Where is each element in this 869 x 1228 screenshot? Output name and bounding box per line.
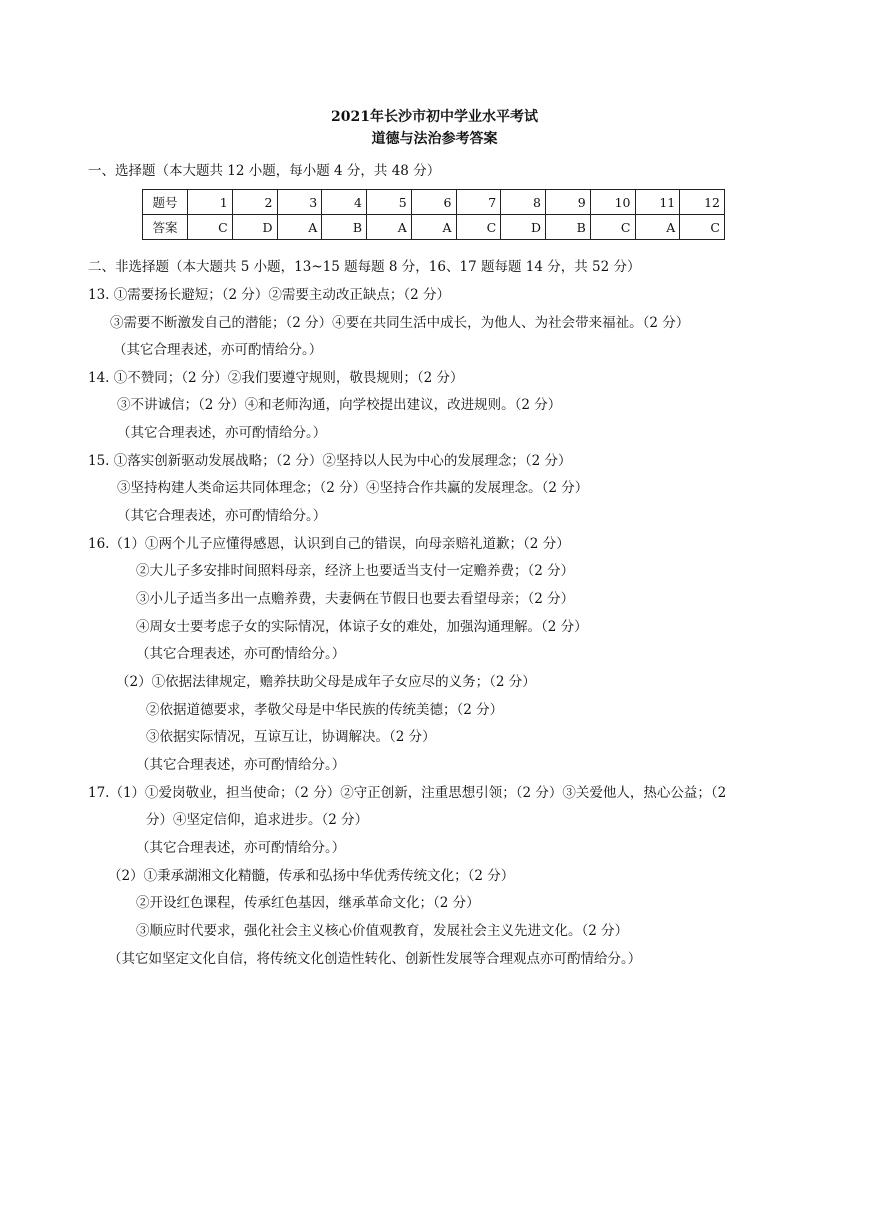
- answer-17-1-line-1: 17.（1）①爱岗敬业，担当使命；（2 分）②守正创新，注重思想引领；（2 分）③关爱他人，热心公益；（2: [88, 785, 727, 801]
- answer-key-title: 道德与法治参考答案: [371, 131, 498, 147]
- answer-cell: A: [277, 215, 322, 240]
- answer-16-2-line-2: ②依据道德要求，孝敬父母是中华民族的传统美德；（2 分）: [146, 702, 504, 718]
- answer-14-line-1: 14. ①不赞同；（2 分）②我们要遵守规则，敬畏规则；（2 分）: [88, 370, 464, 386]
- answer-13-note: （其它合理表述，亦可酌情给分。）: [113, 342, 323, 358]
- question-number-cell: 1: [188, 190, 233, 215]
- choice-answer-table: [142, 189, 725, 240]
- answer-cell: C: [680, 215, 725, 240]
- answer-15-note: （其它合理表述，亦可酌情给分。）: [117, 508, 327, 524]
- question-number-cell: 3: [277, 190, 322, 215]
- question-number-cell: 7: [456, 190, 501, 215]
- question-number-cell: 11: [635, 190, 680, 215]
- answer-17-1-line-2: 分）④坚定信仰，追求进步。（2 分）: [146, 812, 369, 828]
- answer-cell: C: [188, 215, 233, 240]
- question-number-cell: 6: [411, 190, 456, 215]
- answer-cell: B: [322, 215, 367, 240]
- answer-cell: A: [411, 215, 456, 240]
- answer-cell: B: [546, 215, 591, 240]
- answer-14-note: （其它合理表述，亦可酌情给分。）: [117, 425, 327, 441]
- question-number-cell: 12: [680, 190, 725, 215]
- question-number-row: [143, 190, 725, 215]
- question-number-cell: 2: [232, 190, 277, 215]
- answer-16-1-note: （其它合理表述，亦可酌情给分。）: [136, 646, 346, 662]
- section-2-heading: 二、非选择题（本大题共 5 小题，13~15 题每题 8 分，16、17 题每题 14 分，共 52 分）: [88, 259, 641, 275]
- answer-15-line-2: ③坚持构建人类命运共同体理念；（2 分）④坚持合作共赢的发展理念。（2 分）: [117, 480, 589, 496]
- answer-cell: C: [456, 215, 501, 240]
- question-number-cell: 10: [590, 190, 635, 215]
- question-number-cell: 4: [322, 190, 367, 215]
- answer-14-line-2: ③不讲诚信；（2 分）④和老师沟通，向学校提出建议，改进规则。（2 分）: [117, 397, 562, 413]
- row-header-question: 题号: [143, 190, 188, 215]
- answer-17-1-note: （其它合理表述，亦可酌情给分。）: [136, 840, 346, 856]
- answer-13-line-1: 13. ①需要扬长避短；（2 分）②需要主动改正缺点；（2 分）: [88, 287, 451, 303]
- answer-16-2-note: （其它合理表述，亦可酌情给分。）: [136, 757, 346, 773]
- answer-17-2-note: （其它如坚定文化自信，将传统文化创造性转化、创新性发展等合理观点亦可酌情给分。）: [108, 951, 642, 967]
- answer-cell: C: [590, 215, 635, 240]
- question-number-cell: 8: [501, 190, 546, 215]
- answer-16-2-line-1: （2）①依据法律规定，赡养扶助父母是成年子女应尽的义务；（2 分）: [116, 674, 536, 690]
- answer-cell: D: [501, 215, 546, 240]
- answer-cell: D: [232, 215, 277, 240]
- answer-16-2-line-3: ③依据实际情况，互谅互让，协调解决。（2 分）: [146, 729, 436, 745]
- answer-17-2-line-2: ②开设红色课程，传承红色基因，继承革命文化；（2 分）: [136, 895, 480, 911]
- question-number-cell: 5: [367, 190, 412, 215]
- answer-13-line-2: ③需要不断激发自己的潜能；（2 分）④要在共同生活中成长，为他人、为社会带来福祉。（2 分）: [110, 315, 690, 331]
- answer-17-2-line-1: （2）①秉承湖湘文化精髓，传承和弘扬中华优秀传统文化；（2 分）: [108, 868, 515, 884]
- exam-title: 2021年长沙市初中学业水平考试: [331, 109, 538, 125]
- answer-cell: A: [635, 215, 680, 240]
- question-number-cell: 9: [546, 190, 591, 215]
- answer-16-1-line-1: 16.（1）①两个儿子应懂得感恩，认识到自己的错误，向母亲赔礼道歉；（2 分）: [88, 536, 570, 552]
- answer-17-2-line-3: ③顺应时代要求，强化社会主义核心价值观教育，发展社会主义先进文化。（2 分）: [136, 923, 629, 939]
- answer-row: [143, 215, 725, 240]
- section-1-heading: 一、选择题（本大题共 12 小题，每小题 4 分，共 48 分）: [88, 163, 441, 179]
- row-header-answer: 答案: [143, 215, 188, 240]
- answer-15-line-1: 15. ①落实创新驱动发展战略；（2 分）②坚持以人民为中心的发展理念；（2 分）: [88, 453, 572, 469]
- answer-cell: A: [367, 215, 412, 240]
- answer-16-1-line-3: ③小儿子适当多出一点赡养费，夫妻俩在节假日也要去看望母亲；（2 分）: [136, 591, 575, 607]
- answer-16-1-line-4: ④周女士要考虑子女的实际情况，体谅子女的难处，加强沟通理解。（2 分）: [136, 619, 588, 635]
- answer-16-1-line-2: ②大儿子多安排时间照料母亲，经济上也要适当支付一定赡养费；（2 分）: [136, 563, 575, 579]
